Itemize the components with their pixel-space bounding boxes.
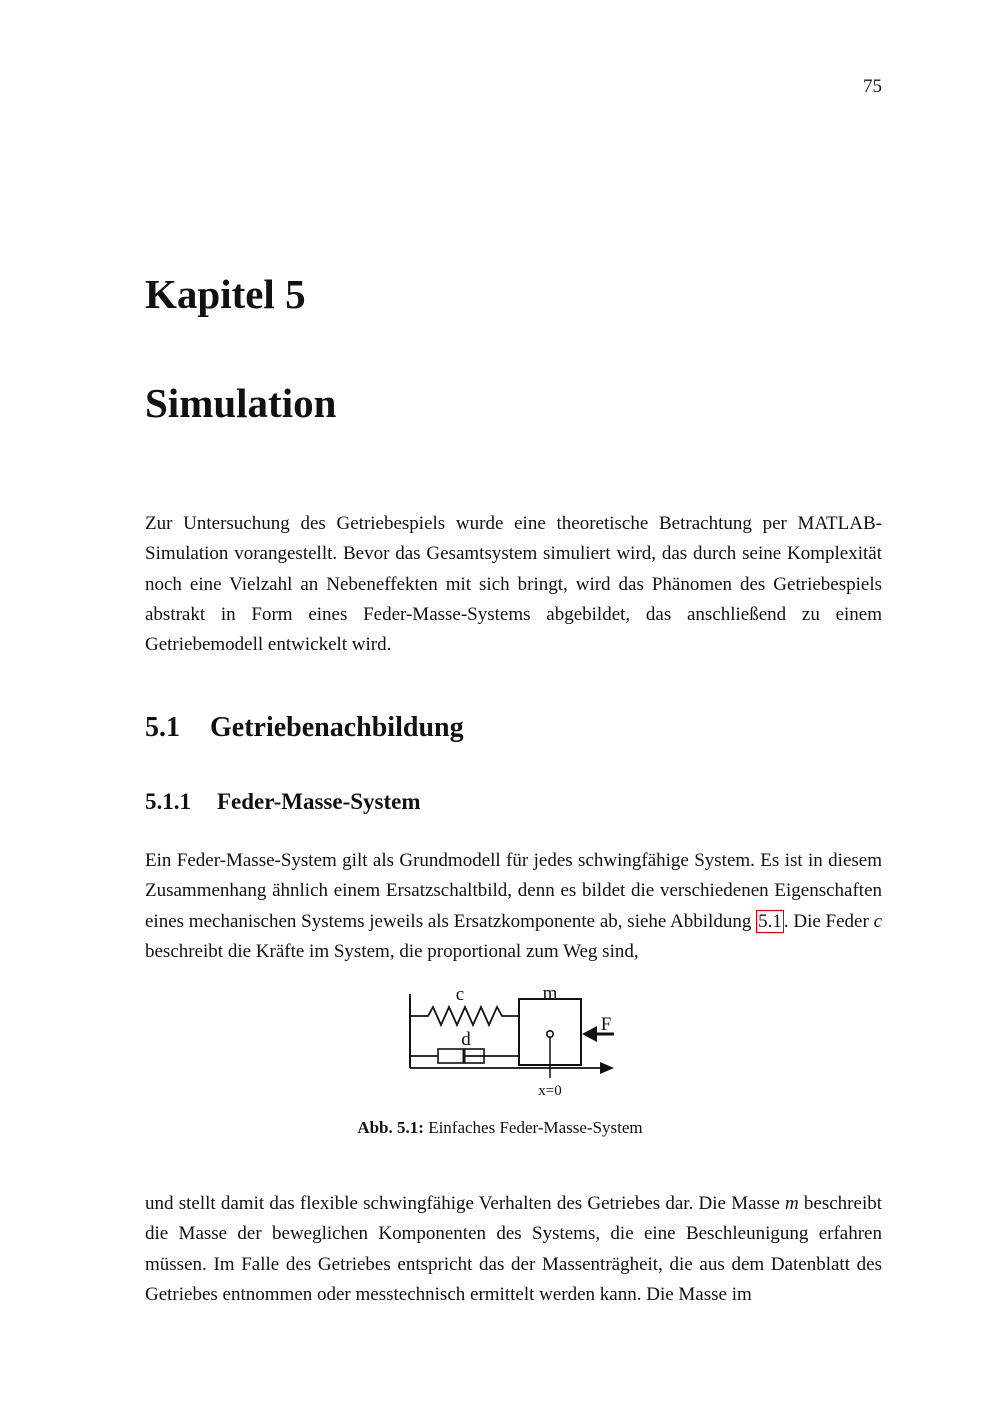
symbol-m: m [784, 1193, 799, 1214]
x-axis-arrowhead [600, 1062, 614, 1074]
spring-mass-diagram [400, 982, 630, 1100]
mass-center-point [547, 1031, 553, 1037]
feder-masse-paragraph [145, 846, 882, 967]
subsection-number: 5.1.1 [145, 789, 191, 814]
paragraph-text: Ein Feder-Masse-System gilt als Grundmodell für jedes schwingfähige System. Es ist in diesem Zusammenhang ähnlich einem Ersatzschaltbild, denn es bildet die verschiedenen Eigenschaften eines mechanischen Systems jeweils als Ersatzkomponente ab, siehe Abbildung [145, 850, 882, 932]
chapter-label: Kapitel 5 [145, 271, 306, 317]
subsection-title: Feder-Masse-System [217, 789, 421, 814]
spring-mass-figure [400, 982, 630, 1100]
spring-zigzag [410, 1007, 519, 1025]
paragraph-text: beschreibt die Kräfte im System, die proportional zum Weg sind, [145, 940, 639, 962]
figure-reference-link[interactable]: 5.1 [758, 910, 782, 932]
chapter-title: Simulation [145, 380, 337, 426]
damper-label: d [461, 1029, 471, 1050]
subsection-heading [145, 788, 421, 816]
figure-caption [0, 1118, 1000, 1138]
continuation-paragraph [145, 1189, 882, 1310]
paragraph-text: . Die Feder [783, 910, 874, 932]
section-title: Getriebenachbildung [210, 712, 464, 743]
spring-label: c [455, 984, 465, 1005]
intro-paragraph: Zur Untersuchung des Getriebespiels wurde eine theoretische Betrachtung per MATLAB-Simulation vorangestellt. Bevor das Gesamtsystem simuliert wird, das durch seine Komplexität noch eine Vielzahl an Nebeneffekten mit sich bringt, wird das Phänomen des Getriebespiels abstrakt in Form eines Feder-Masse-Systems abgebildet, das anschließend zu einem Getriebemodell entwickelt wird. [145, 513, 882, 656]
caption-label: Abb. 5.1: [357, 1118, 424, 1137]
page-number: 75 [863, 76, 882, 97]
paragraph-text: beschreibt die Masse der beweglichen Komponenten des Systems, die eine Beschleunigung erfahren müssen. Im Falle des Getriebes entspricht das der Massenträgheit, die aus dem Datenblatt des Getriebes entnommen oder messtechnisch ermittelt werden kann. Die Masse im [145, 1193, 882, 1305]
origin-label: x=0 [538, 1083, 562, 1099]
force-arrowhead [582, 1026, 597, 1042]
paragraph-text: und stellt damit das flexible schwingfähige Verhalten des Getriebes dar. Die Masse [145, 1193, 785, 1214]
caption-text: Einfaches Feder-Masse-System [428, 1118, 643, 1137]
mass-label: m [542, 983, 558, 1004]
section-heading [145, 711, 464, 745]
force-label: F [600, 1014, 612, 1035]
section-number: 5.1 [145, 712, 180, 743]
symbol-c: c [873, 910, 882, 932]
